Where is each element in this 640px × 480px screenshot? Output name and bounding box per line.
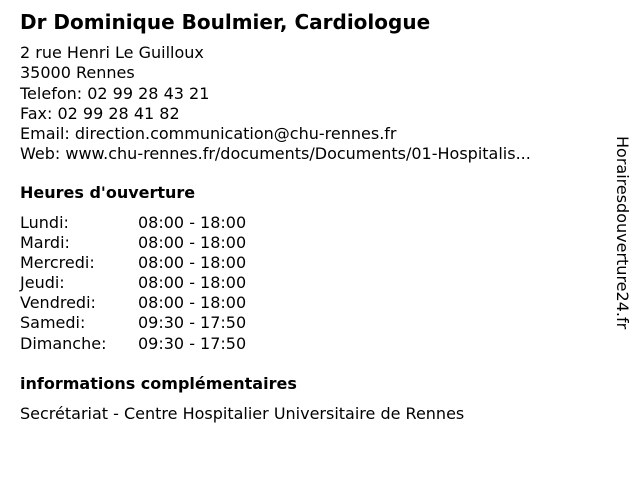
day-label: Vendredi:: [20, 293, 96, 313]
day-label: Dimanche:: [20, 333, 107, 353]
time-range: 09:30 - 17:50: [138, 313, 247, 333]
time-range: 08:00 - 18:00: [138, 273, 247, 293]
contact-block: [20, 43, 531, 165]
day-label: Mercredi:: [20, 253, 95, 273]
day-label: Mardi:: [20, 233, 70, 253]
day-label: Samedi:: [20, 313, 86, 333]
phone-number: Telefon: 02 99 28 43 21: [20, 83, 210, 103]
site-watermark: Horairesdouverture24.fr: [613, 136, 632, 330]
address-street: 2 rue Henri Le Guilloux: [20, 43, 204, 62]
time-range: 08:00 - 18:00: [138, 233, 247, 253]
opening-hours-heading: Heures d'ouverture: [20, 183, 196, 202]
email-address: Email: direction.communication@chu-rennes.fr: [20, 124, 397, 144]
time-range: 09:30 - 17:50: [138, 333, 247, 353]
time-range: 08:00 - 18:00: [138, 293, 247, 313]
additional-info-heading: informations complémentaires: [20, 374, 297, 393]
day-label: Jeudi:: [20, 273, 65, 293]
website-url: Web: www.chu-rennes.fr/documents/Documents/01-Hospitalis...: [20, 144, 531, 164]
time-range: 08:00 - 18:00: [138, 253, 247, 273]
additional-info-text: Secrétariat - Centre Hospitalier Universitaire de Rennes: [20, 404, 465, 423]
page-title: Dr Dominique Boulmier, Cardiologue: [20, 10, 431, 34]
day-label: Lundi:: [20, 213, 69, 232]
time-range: 08:00 - 18:00: [138, 213, 247, 232]
address-city: 35000 Rennes: [20, 63, 135, 83]
fax-number: Fax: 02 99 28 41 82: [20, 103, 180, 123]
